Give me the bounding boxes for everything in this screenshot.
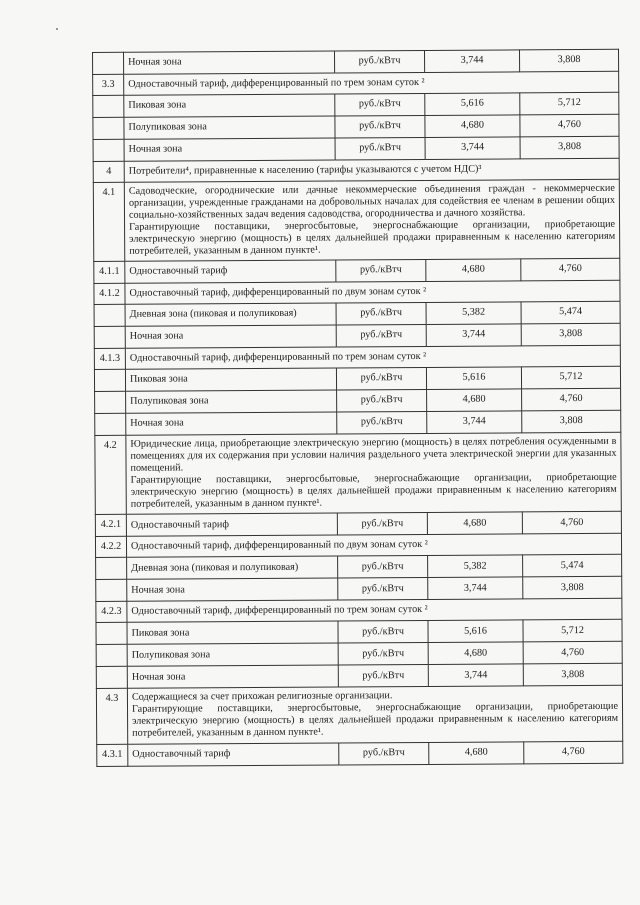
row-number: 4.3 [96,689,127,744]
tariff-value-period-2: 5,474 [521,301,620,324]
tariff-section-heading: Потребители⁴, приравненные к населению (тарифы указываются с учетом НДС)³ [124,158,619,182]
tariff-value-period-1: 4,680 [428,642,523,665]
tariff-section-heading: Одноставочный тариф, дифференцированный по трем зонам суток ² [127,599,622,623]
empty-number-cell [94,304,125,326]
row-number: 4.1.2 [94,283,125,304]
scan-speck [56,28,58,30]
tariff-value-period-2: 4,760 [522,388,621,411]
tariff-zone-label: Ночная зона [126,412,337,435]
tariff-value-period-2: 3,808 [519,49,618,72]
tariff-zone-label: Дневная зона (пиковая и полупиковая) [127,556,338,579]
unit-cell: руб./кВтч [336,325,426,348]
unit-cell: руб./кВтч [334,50,424,73]
tariff-value-period-2: 4,760 [521,258,620,281]
tariff-zone-label: Дневная зона (пиковая и полупиковая) [125,303,336,326]
unit-cell: руб./кВтч [338,578,428,601]
tariff-value-period-2: 4,760 [524,741,623,764]
unit-cell: руб./кВтч [337,390,427,413]
empty-number-cell [93,117,124,139]
empty-number-cell [95,413,126,435]
table-row [95,432,621,514]
tariff-zone-label: Пиковая зона [127,621,338,644]
tariff-value-period-1: 5,616 [428,620,523,643]
row-number: 4 [93,161,124,182]
supplier-note-text: Гарантирующие поставщики, энергосбытовые, энергоснабжающие организации, приобретающие электрическую энергию (мощность) в целях дальнейшей продажи приравненным к населению категориям потребителей, указанным в данном пункте¹. [131,701,619,740]
tariff-value-period-2: 3,808 [521,323,620,346]
supplier-note-text: Гарантирующие поставщики, энергосбытовые, энергоснабжающие организации, приобретающие электрическую энергию (мощность) в целях дальнейшей продажи приравненным к населению категориям потребителей, указанным в данном пункте¹. [129,218,616,257]
row-number: 4.2.2 [95,537,126,558]
tariff-value-period-2: 3,808 [523,577,622,600]
table-row [94,258,620,283]
supplier-note-text: Гарантирующие поставщики, энергосбытовые, энергоснабжающие организации, приобретающие электрическую энергию (мощность) в целях дальнейшей продажи приравненным к населению категориям потребителей, указанным в данном пункте¹. [130,472,617,511]
tariff-value-period-1: 3,744 [425,137,520,160]
table-row [96,686,622,744]
table-row [95,512,621,537]
tariff-value-period-2: 5,712 [521,366,620,389]
table-row [96,642,622,667]
tariff-value-period-2: 4,760 [520,114,619,137]
table-row [97,741,623,766]
table-row [94,323,620,348]
tariff-value-period-1: 4,680 [425,115,520,138]
tariff-zone-label: Полупиковая зона [127,643,338,666]
tariff-value-period-1: 4,680 [427,512,522,535]
unit-cell: руб./кВтч [337,412,427,435]
row-number: 4.3.1 [97,744,128,766]
table-row [93,179,619,261]
category-text: Юридические лица, приобретающие электрическую энергию (мощность) в целях потребления осужденными в помещениях для их содержания при условии наличия раздельного учета электрической энергии для указанных помещений. [130,435,617,475]
empty-number-cell [96,667,127,689]
tariff-value-period-1: 3,744 [426,324,521,347]
category-text: Содержащиеся за счет прихожан религиозные организации. [131,690,393,704]
row-number: 4.1.3 [94,348,125,369]
tariff-table [92,49,623,767]
unit-cell: руб./кВтч [339,742,429,765]
unit-cell: руб./кВтч [336,303,426,326]
empty-number-cell [93,52,124,74]
tariff-zone-label: Ночная зона [125,325,336,348]
empty-number-cell [94,369,125,391]
tariff-value-period-1: 3,744 [428,577,523,600]
tariff-value-period-1: 3,744 [424,50,519,73]
tariff-zone-label: Одноставочный тариф [128,743,339,766]
empty-number-cell [96,623,127,645]
tariff-value-period-2: 3,808 [523,664,622,687]
tariff-value-period-1: 4,680 [426,259,521,282]
tariff-zone-label: Пиковая зона [124,94,335,117]
table-row [94,366,620,391]
tariff-value-period-1: 3,744 [427,411,522,434]
tariff-zone-label: Полупиковая зона [124,116,335,139]
table-row [96,620,622,645]
tariff-zone-label: Ночная зона [124,51,335,74]
empty-number-cell [96,558,127,580]
empty-number-cell [95,391,126,413]
tariff-value-period-1: 5,616 [425,93,520,116]
row-number: 4.1 [93,182,124,261]
consumer-category-description [127,686,622,744]
consumer-category-description [124,179,619,261]
tariff-zone-label: Одноставочный тариф [125,260,336,283]
unit-cell: руб./кВтч [336,368,426,391]
empty-number-cell [94,326,125,348]
table-row [93,92,619,117]
table-row [93,114,619,139]
consumer-category-description [126,432,621,514]
tariff-value-period-2: 5,712 [523,620,622,643]
tariff-value-period-2: 5,474 [523,555,622,578]
table-row [93,49,619,74]
unit-cell: руб./кВтч [338,643,428,666]
row-number: 4.2.3 [96,602,127,623]
unit-cell: руб./кВтч [338,665,428,688]
table-row [94,301,620,326]
tariff-value-period-1: 5,382 [426,302,521,325]
empty-number-cell [96,645,127,667]
tariff-zone-label: Одноставочный тариф [126,513,337,536]
tariff-section-heading: Одноставочный тариф, дифференцированный по двум зонам суток ² [125,280,620,304]
row-number: 3.3 [93,74,124,95]
row-number: 4.2.1 [95,515,126,537]
tariff-value-period-2: 4,760 [522,512,621,535]
row-number: 4.2 [95,435,126,514]
unit-cell: руб./кВтч [335,93,425,116]
unit-cell: руб./кВтч [338,621,428,644]
tariff-value-period-1: 4,680 [427,389,522,412]
tariff-zone-label: Полупиковая зона [126,390,337,413]
tariff-section-heading: Одноставочный тариф, дифференцированный по трем зонам суток ² [125,345,620,369]
tariff-value-period-2: 4,760 [523,642,622,665]
tariff-section-heading: Одноставочный тариф, дифференцированный по трем зонам суток ² [124,71,619,95]
tariff-value-period-1: 5,382 [428,555,523,578]
empty-number-cell [93,95,124,117]
table-row [93,136,619,161]
table-row [95,410,621,435]
unit-cell: руб./кВтч [335,115,425,138]
tariff-value-period-1: 3,744 [428,664,523,687]
tariff-value-period-1: 4,680 [429,741,524,764]
table-row [96,577,622,602]
empty-number-cell [93,139,124,161]
tariff-table-body [93,49,623,766]
unit-cell: руб./кВтч [337,513,427,536]
unit-cell: руб./кВтч [336,260,426,283]
tariff-value-period-2: 3,808 [520,136,619,159]
tariff-zone-label: Пиковая зона [125,368,336,391]
row-number: 4.1.1 [94,261,125,283]
tariff-value-period-2: 5,712 [520,92,619,115]
tariff-zone-label: Ночная зона [124,138,335,161]
table-row [96,555,622,580]
tariff-zone-label: Ночная зона [127,578,338,601]
tariff-value-period-2: 3,808 [522,410,621,433]
unit-cell: руб./кВтч [338,556,428,579]
table-row [95,388,621,413]
empty-number-cell [96,580,127,602]
tariff-value-period-1: 5,616 [426,367,521,390]
table-row [96,664,622,689]
tariff-section-heading: Одноставочный тариф, дифференцированный по двум зонам суток ² [126,534,621,558]
tariff-zone-label: Ночная зона [127,665,338,688]
unit-cell: руб./кВтч [335,137,425,160]
category-text: Садоводческие, огороднические или дачные некоммерческие объединения граждан - некоммерческие организации, учрежденные гражданами на добровольных началах для содействия ее членам в решении общих социально-хозяйственных задач ведения садоводства, огородничества и дачного хозяйства. [128,182,615,221]
